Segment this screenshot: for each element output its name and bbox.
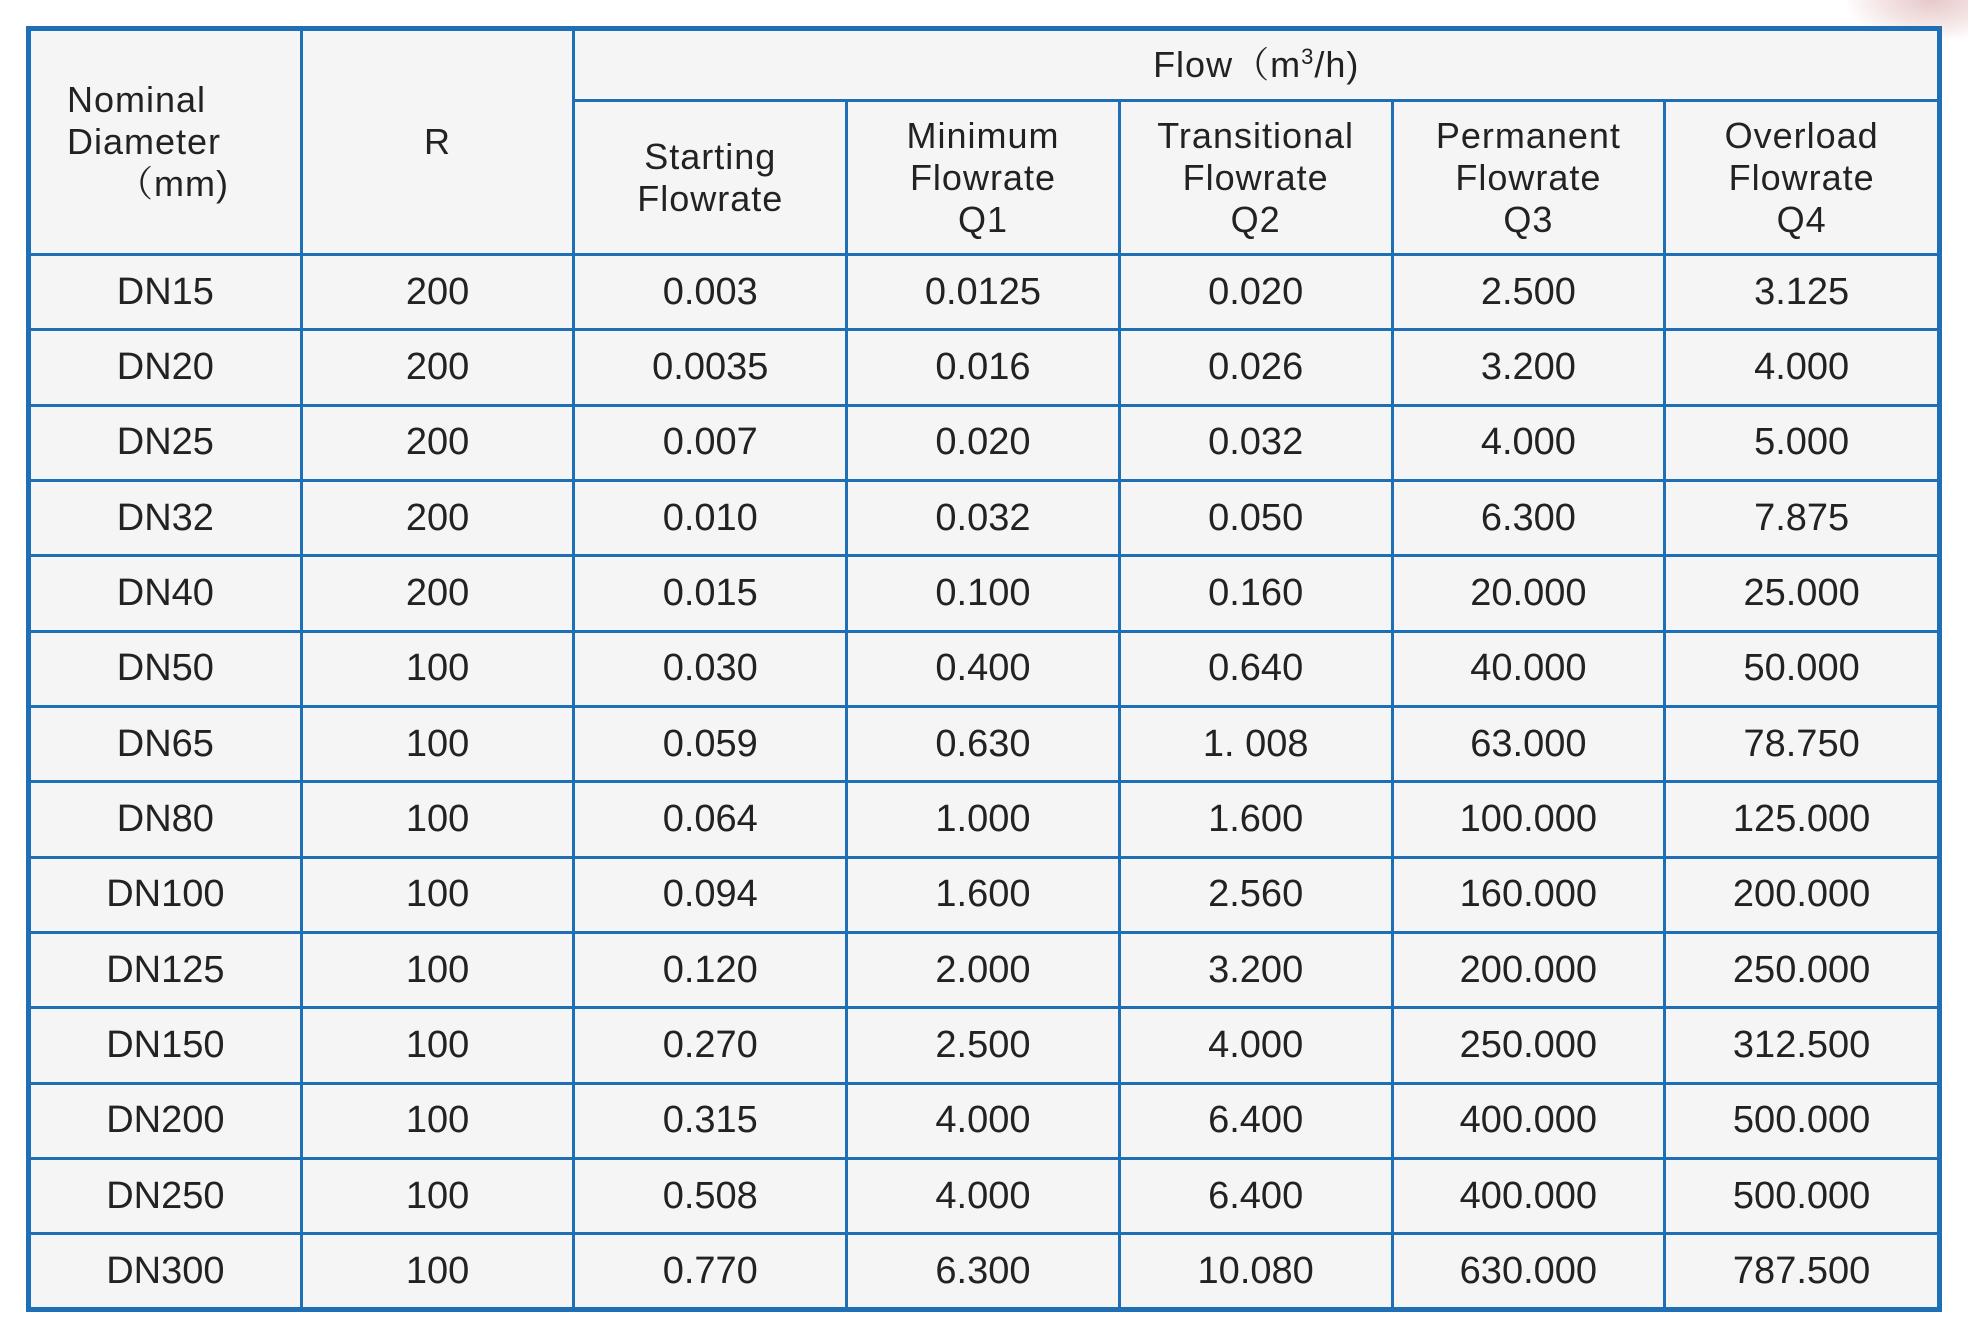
cell-q2-transitional: 0.026 — [1119, 330, 1392, 405]
header-permanent-line1: Permanent — [1435, 114, 1621, 156]
cell-q4-overload: 500.000 — [1665, 1159, 1940, 1234]
cell-q2-transitional: 10.080 — [1119, 1234, 1392, 1310]
cell-q3-permanent: 4.000 — [1392, 405, 1665, 480]
cell-r-value: 200 — [301, 255, 574, 330]
header-minimum-line2: Flowrate — [909, 156, 1056, 198]
cell-q1-minimum: 0.400 — [847, 631, 1120, 706]
cell-q3-permanent: 63.000 — [1392, 707, 1665, 782]
table-row — [29, 330, 1940, 405]
cell-q4-overload: 78.750 — [1665, 707, 1940, 782]
cell-starting-flowrate: 0.059 — [574, 707, 847, 782]
header-overload-line2: Flowrate — [1728, 156, 1875, 198]
header-overload-flowrate — [1665, 101, 1940, 255]
table-row — [29, 933, 1940, 1008]
table-row — [29, 481, 1940, 556]
cell-r-value: 100 — [301, 1083, 574, 1158]
cell-q3-permanent: 6.300 — [1392, 481, 1665, 556]
cell-q3-permanent: 40.000 — [1392, 631, 1665, 706]
cell-r-value: 100 — [301, 1159, 574, 1234]
cell-starting-flowrate: 0.315 — [574, 1083, 847, 1158]
cell-q3-permanent: 20.000 — [1392, 556, 1665, 631]
cell-q2-transitional: 0.160 — [1119, 556, 1392, 631]
cell-starting-flowrate: 0.094 — [574, 857, 847, 932]
cell-starting-flowrate: 0.270 — [574, 1008, 847, 1083]
cell-q4-overload: 50.000 — [1665, 631, 1940, 706]
cell-q1-minimum: 4.000 — [847, 1159, 1120, 1234]
cell-q4-overload: 787.500 — [1665, 1234, 1940, 1310]
cell-r-value: 200 — [301, 405, 574, 480]
cell-nominal-diameter: DN32 — [29, 481, 302, 556]
cell-r-value: 100 — [301, 707, 574, 782]
cell-q3-permanent: 400.000 — [1392, 1083, 1665, 1158]
cell-q4-overload: 4.000 — [1665, 330, 1940, 405]
header-overload-line3: Q4 — [1776, 198, 1827, 240]
cell-q4-overload: 500.000 — [1665, 1083, 1940, 1158]
cell-q2-transitional: 3.200 — [1119, 933, 1392, 1008]
header-flow-superscript: 3 — [1301, 44, 1315, 69]
header-permanent-flowrate — [1392, 101, 1665, 255]
cell-starting-flowrate: 0.007 — [574, 405, 847, 480]
cell-nominal-diameter: DN65 — [29, 707, 302, 782]
cell-q4-overload: 5.000 — [1665, 405, 1940, 480]
cell-r-value: 100 — [301, 933, 574, 1008]
cell-r-value: 200 — [301, 330, 574, 405]
cell-q3-permanent: 250.000 — [1392, 1008, 1665, 1083]
table-row — [29, 857, 1940, 932]
cell-q1-minimum: 2.500 — [847, 1008, 1120, 1083]
cell-starting-flowrate: 0.003 — [574, 255, 847, 330]
cell-starting-flowrate: 0.770 — [574, 1234, 847, 1310]
cell-q4-overload: 312.500 — [1665, 1008, 1940, 1083]
table-row — [29, 556, 1940, 631]
header-row-1 — [29, 29, 1940, 101]
cell-q1-minimum: 2.000 — [847, 933, 1120, 1008]
header-transitional-flowrate — [1119, 101, 1392, 255]
cell-q2-transitional: 0.640 — [1119, 631, 1392, 706]
cell-q2-transitional: 4.000 — [1119, 1008, 1392, 1083]
cell-nominal-diameter: DN150 — [29, 1008, 302, 1083]
cell-q2-transitional: 1.600 — [1119, 782, 1392, 857]
cell-q1-minimum: 6.300 — [847, 1234, 1120, 1310]
cell-nominal-diameter: DN100 — [29, 857, 302, 932]
cell-starting-flowrate: 0.015 — [574, 556, 847, 631]
table-row — [29, 405, 1940, 480]
cell-r-value: 200 — [301, 556, 574, 631]
header-transitional-line2: Flowrate — [1182, 156, 1329, 198]
cell-nominal-diameter: DN125 — [29, 933, 302, 1008]
header-nominal-line3: （mm) — [117, 163, 229, 204]
cell-nominal-diameter: DN25 — [29, 405, 302, 480]
cell-q2-transitional: 0.020 — [1119, 255, 1392, 330]
cell-starting-flowrate: 0.508 — [574, 1159, 847, 1234]
cell-starting-flowrate: 0.120 — [574, 933, 847, 1008]
table-row — [29, 782, 1940, 857]
table-row — [29, 1008, 1940, 1083]
cell-nominal-diameter: DN20 — [29, 330, 302, 405]
cell-nominal-diameter: DN250 — [29, 1159, 302, 1234]
header-transitional-line3: Q2 — [1230, 198, 1281, 240]
cell-q4-overload: 25.000 — [1665, 556, 1940, 631]
cell-nominal-diameter: DN15 — [29, 255, 302, 330]
cell-starting-flowrate: 0.064 — [574, 782, 847, 857]
table-row — [29, 255, 1940, 330]
cell-q3-permanent: 2.500 — [1392, 255, 1665, 330]
cell-q2-transitional: 6.400 — [1119, 1083, 1392, 1158]
cell-q2-transitional: 6.400 — [1119, 1159, 1392, 1234]
cell-q1-minimum: 1.000 — [847, 782, 1120, 857]
header-transitional-line1: Transitional — [1157, 114, 1355, 156]
cell-q1-minimum: 0.630 — [847, 707, 1120, 782]
cell-q2-transitional: 0.032 — [1119, 405, 1392, 480]
cell-q3-permanent: 630.000 — [1392, 1234, 1665, 1310]
cell-q4-overload: 7.875 — [1665, 481, 1940, 556]
header-nominal-diameter — [29, 29, 302, 255]
cell-starting-flowrate: 0.0035 — [574, 330, 847, 405]
cell-r-value: 100 — [301, 631, 574, 706]
cell-nominal-diameter: DN80 — [29, 782, 302, 857]
cell-r-value: 200 — [301, 481, 574, 556]
header-starting-line1: Starting — [644, 135, 777, 177]
header-minimum-line3: Q1 — [957, 198, 1008, 240]
table-row — [29, 1083, 1940, 1158]
table-row — [29, 1234, 1940, 1310]
header-r: R — [301, 29, 574, 255]
table-row — [29, 1159, 1940, 1234]
cell-q4-overload: 200.000 — [1665, 857, 1940, 932]
table-row — [29, 707, 1940, 782]
header-minimum-line1: Minimum — [906, 114, 1060, 156]
cell-q1-minimum: 0.032 — [847, 481, 1120, 556]
header-nominal-line1: Nominal — [67, 79, 207, 120]
cell-starting-flowrate: 0.010 — [574, 481, 847, 556]
cell-nominal-diameter: DN300 — [29, 1234, 302, 1310]
header-permanent-line2: Flowrate — [1455, 156, 1602, 198]
cell-q1-minimum: 0.100 — [847, 556, 1120, 631]
cell-q1-minimum: 0.020 — [847, 405, 1120, 480]
cell-q4-overload: 3.125 — [1665, 255, 1940, 330]
cell-q2-transitional: 1. 008 — [1119, 707, 1392, 782]
cell-q3-permanent: 160.000 — [1392, 857, 1665, 932]
cell-q3-permanent: 100.000 — [1392, 782, 1665, 857]
cell-q2-transitional: 2.560 — [1119, 857, 1392, 932]
cell-q2-transitional: 0.050 — [1119, 481, 1392, 556]
cell-q4-overload: 125.000 — [1665, 782, 1940, 857]
table-row — [29, 631, 1940, 706]
header-flow — [574, 29, 1940, 101]
flow-spec-table — [26, 26, 1942, 1312]
header-starting-line2: Flowrate — [637, 177, 784, 219]
cell-q1-minimum: 1.600 — [847, 857, 1120, 932]
cell-r-value: 100 — [301, 1008, 574, 1083]
cell-r-value: 100 — [301, 857, 574, 932]
header-flow-prefix: Flow（m — [1153, 44, 1302, 85]
cell-q3-permanent: 3.200 — [1392, 330, 1665, 405]
cell-q3-permanent: 200.000 — [1392, 933, 1665, 1008]
table-body — [29, 255, 1940, 1310]
cell-nominal-diameter: DN40 — [29, 556, 302, 631]
header-overload-line1: Overload — [1724, 114, 1879, 156]
cell-nominal-diameter: DN50 — [29, 631, 302, 706]
cell-q1-minimum: 0.016 — [847, 330, 1120, 405]
cell-starting-flowrate: 0.030 — [574, 631, 847, 706]
cell-nominal-diameter: DN200 — [29, 1083, 302, 1158]
cell-r-value: 100 — [301, 1234, 574, 1310]
header-nominal-line2: Diameter — [67, 121, 222, 162]
header-permanent-line3: Q3 — [1503, 198, 1554, 240]
cell-r-value: 100 — [301, 782, 574, 857]
cell-q1-minimum: 4.000 — [847, 1083, 1120, 1158]
header-flow-suffix: /h) — [1314, 44, 1360, 85]
cell-q3-permanent: 400.000 — [1392, 1159, 1665, 1234]
header-starting-flowrate — [574, 101, 847, 255]
cell-q4-overload: 250.000 — [1665, 933, 1940, 1008]
cell-q1-minimum: 0.0125 — [847, 255, 1120, 330]
header-minimum-flowrate — [847, 101, 1120, 255]
